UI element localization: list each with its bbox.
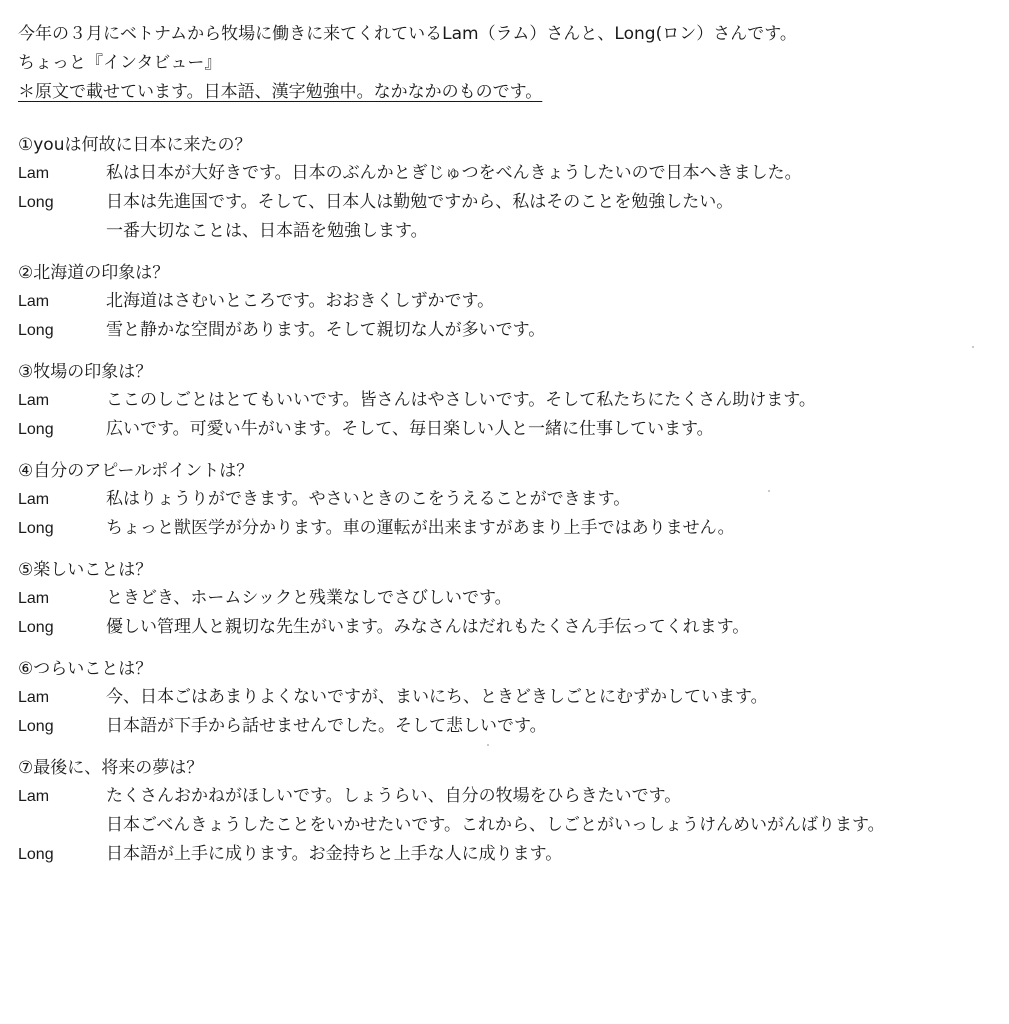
intro-line: 今年の３月にベトナムから牧場に働きに来てくれているLam（ラム）さんと、Long(ロン）さんです。 — [18, 24, 797, 44]
answer-line: ちょっと獣医学が分かります。車の運転が出来ますがあまり上手ではありません。 — [106, 518, 735, 538]
scan-speck — [972, 346, 974, 348]
answer-row — [18, 712, 1003, 741]
answer-line: 私は日本が大好きです。日本のぶんかとぎじゅつをべんきょうしたいので日本へきました。 — [106, 163, 802, 183]
scan-speck — [487, 744, 489, 746]
answer-row — [18, 188, 1003, 246]
answer-text — [106, 613, 1003, 642]
answer-line: 日本は先進国です。そして、日本人は勤勉ですから、私はそのことを勉強したい。 — [106, 192, 734, 212]
answer-text — [106, 159, 1003, 188]
speaker-name: Lam — [18, 491, 50, 508]
answer-line: 日本語が下手から話せませんでした。そして悲しいです。 — [106, 716, 547, 736]
speaker-name: Long — [18, 421, 54, 438]
answer-line: 雪と静かな空間があります。そして親切な人が多いです。 — [106, 320, 546, 340]
speaker-name: Lam — [18, 392, 50, 409]
question-heading: ①youは何故に日本に来たの？ — [18, 135, 252, 155]
question-heading: ②北海道の印象は？ — [18, 263, 170, 283]
question-heading: ③牧場の印象は？ — [18, 362, 153, 382]
answer-line: 今、日本ごはあまりよくないですが、まいにち、ときどきしごとにむずかしています。 — [106, 687, 768, 707]
answer-line: 日本ごべんきょうしたことをいかせたいです。これから、しごとがいっしょうけんめいがんばります。 — [106, 815, 885, 835]
speaker-name: Long — [18, 846, 54, 863]
answer-text — [106, 415, 1003, 444]
answer-row — [18, 514, 1003, 543]
interview-section — [18, 655, 1003, 741]
interview-sections — [18, 131, 1003, 882]
answer-line: 一番大切なことは、日本語を勉強します。 — [106, 221, 428, 241]
question-heading: ⑦最後に、将来の夢は？ — [18, 758, 204, 778]
speaker-name: Long — [18, 520, 54, 537]
question-heading: ⑤楽しいことは？ — [18, 560, 153, 580]
answer-row — [18, 287, 1003, 316]
interview-section — [18, 556, 1003, 642]
answer-line: たくさんおかねがほしいです。しょうらい、自分の牧場をひらきたいです。 — [106, 786, 682, 806]
interview-section — [18, 259, 1003, 345]
answer-text — [106, 514, 1003, 543]
speaker-name: Long — [18, 194, 54, 211]
answer-text — [106, 840, 1003, 869]
answer-text — [106, 485, 1003, 514]
answer-line: 北海道はさむいところです。おおきくしずかです。 — [106, 291, 495, 311]
answer-line: 広いです。可愛い牛がいます。そして、毎日楽しい人と一緒に仕事しています。 — [106, 419, 714, 439]
answer-line: 優しい管理人と親切な先生がいます。みなさんはだれもたくさん手伝ってくれます。 — [106, 617, 750, 637]
speaker-name: Lam — [18, 788, 50, 805]
answer-row — [18, 386, 1003, 415]
answer-row — [18, 584, 1003, 613]
intro-note — [18, 78, 998, 107]
speaker-name: Long — [18, 718, 54, 735]
answer-row — [18, 485, 1003, 514]
speaker-name: Lam — [18, 293, 50, 310]
intro-subtitle: ちょっと『インタビュー』 — [18, 53, 222, 73]
question-heading: ⑥つらいことは？ — [18, 659, 153, 679]
answer-line: ここのしごとはとてもいいです。皆さんはやさしいです。そして私たちにたくさん助けます。 — [106, 390, 816, 410]
answer-text — [106, 316, 1003, 345]
question-heading: ④自分のアピールポイントは？ — [18, 461, 254, 481]
answer-line: 日本語が上手に成ります。お金持ちと上手な人に成ります。 — [106, 844, 563, 864]
answer-line: 私はりょうりができます。やさいときのこをうえることができます。 — [106, 489, 631, 509]
interview-section — [18, 457, 1003, 543]
answer-row — [18, 613, 1003, 642]
scan-speck — [768, 490, 770, 492]
answer-row — [18, 782, 1003, 840]
answer-row — [18, 840, 1003, 869]
answer-row — [18, 316, 1003, 345]
answer-text — [106, 712, 1003, 741]
answer-text — [106, 287, 1003, 316]
interview-section — [18, 358, 1003, 444]
answer-text — [106, 683, 1003, 712]
speaker-name: Long — [18, 322, 54, 339]
answer-text — [106, 584, 1003, 613]
answer-line: ときどき、ホームシックと残業なしでさびしいです。 — [106, 588, 512, 608]
answer-row — [18, 415, 1003, 444]
answer-text — [106, 386, 1003, 415]
interview-section — [18, 131, 1003, 246]
intro-block — [18, 20, 998, 107]
speaker-name: Long — [18, 619, 54, 636]
speaker-name: Lam — [18, 165, 50, 182]
answer-row — [18, 683, 1003, 712]
interview-section — [18, 754, 1003, 869]
speaker-name: Lam — [18, 689, 50, 706]
speaker-name: Lam — [18, 590, 50, 607]
answer-text — [106, 782, 1003, 840]
intro-note-text: ＊原文で載せています。日本語、漢字勉強中。なかなかのものです。 — [18, 82, 543, 102]
answer-row — [18, 159, 1003, 188]
answer-text — [106, 188, 1003, 246]
